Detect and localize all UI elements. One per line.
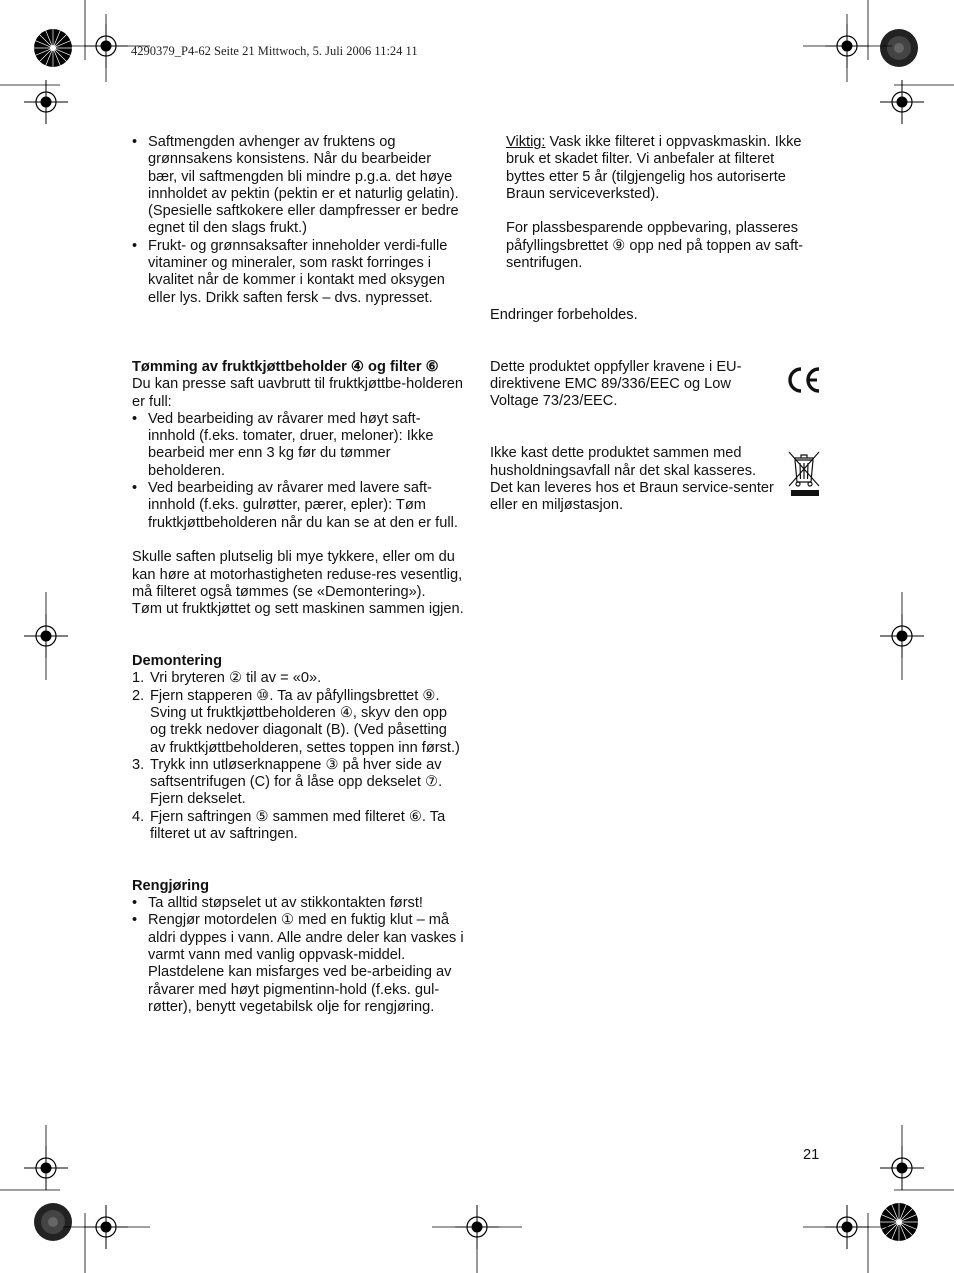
storage-note: For plassbesparende oppbevaring, plasseres påfyllingsbrettet ⑨ opp ned på toppen av saft-sentrifugen.: [506, 220, 804, 272]
list-item: • Ta alltid støpselet ut av stikkontakten først!: [132, 895, 464, 912]
emptying-bullet-list: [132, 411, 464, 532]
right-column: [490, 134, 808, 515]
cleaning-heading: Rengjøring: [132, 877, 210, 894]
crossed-bin-icon: [786, 448, 822, 498]
list-item: • Rengjør motordelen ① med en fuktig klut – må aldri dyppes i vann. Alle andre deler kan vaskes i varmt vann med vanlig oppvask-middel. Plastdelene kan misfarges ved be-arbeiding av råvarer med høyt pigmentinn-hold (f.eks. gul-røtter), benytt vegetabilsk olje for rengjøring.: [132, 912, 464, 1016]
emptying-paragraph: Skulle saften plutselig bli mye tykkere, eller om du kan høre at motorhastigheten reduse-res vesentlig, må filteret også tømmes (se «Demontering»).: [132, 549, 463, 600]
list-item: • Frukt- og grønnsaksafter inneholder verdi-fulle vitaminer og mineraler, som raskt forringes i kvalitet når de kommer i kontakt med oksygen eller lys. Drikk saften fersk – dvs. nypresset.: [132, 238, 464, 307]
disassembly-heading: Demontering: [132, 653, 222, 670]
list-item: • Ved bearbeiding av råvarer med høyt saft-innhold (f.eks. tomater, druer, meloner): Ikke bearbeid mer enn 3 kg før du tømmer beholderen.: [132, 411, 464, 480]
list-item: 3. Trykk inn utløserknappene ③ på hver side av saftsentrifugen (C) for å låse opp dekselet ⑦. Fjern dekselet.: [132, 756, 443, 808]
important-label: Viktig:: [506, 134, 546, 150]
emptying-heading: Tømming av fruktkjøttbeholder ④ og filter ⑥: [132, 358, 439, 375]
print-slug: 4290379_P4-62 Seite 21 Mittwoch, 5. Juli 2006 11:24 11: [131, 44, 418, 58]
disposal-text: Ikke kast dette produktet sammen med husholdningsavfall når det skal kasseres. Det kan leveres hos et Braun service-senter eller en miljøstasjon.: [490, 445, 774, 514]
list-item: • Saftmengden avhenger av fruktens og grønnsakens konsistens. Når du bearbeider bær, vil saftmengden bli mindre p.g.a. det høye innholdet av pektin (pektin er et naturlig gelatin). (Spesielle saftkokere eller dampfresser er bedre egnet til den slags frukt.): [132, 134, 464, 238]
list-item: 1. Vri bryteren ② til av = «0».: [132, 670, 322, 687]
emptying-intro: Du kan presse saft uavbrutt til fruktkjøttbe-holderen er full:: [132, 376, 463, 410]
page-number: 21: [803, 1147, 820, 1163]
cleaning-bullet-list: [132, 895, 464, 1016]
disassembly-steps: [132, 670, 464, 843]
intro-note: (Spesielle saftkokere eller dampfresser er bedre egnet til den slags frukt.): [148, 203, 459, 237]
list-item: 4. Fjern saftringen ⑤ sammen med filteret ⑥. Ta filteret ut av saftringen.: [132, 808, 446, 842]
changes-note: Endringer forbeholdes.: [490, 306, 638, 323]
emptying-paragraph: Tøm ut fruktkjøttet og sett maskinen sammen igjen.: [132, 601, 464, 618]
left-column: [132, 134, 464, 1016]
list-item: 2. Fjern stapperen ⑩. Ta av påfyllingsbrettet ⑨. Sving ut fruktkjøttbeholderen ④, skyv den opp og trekk nedover diagonalt (B). (Ved påsetting av fruktkjøttbeholderen, settes toppen inn først.): [132, 687, 460, 756]
list-item: • Ved bearbeiding av råvarer med lavere saft-innhold (f.eks. gulrøtter, pærer, epler): Tøm fruktkjøttbeholderen når du kan se at den er full.: [132, 480, 464, 532]
ce-compliance-text: Dette produktet oppfyller kravene i EU-direktivene EMC 89/336/EEC og Low Voltage 73/23/EEC.: [490, 358, 742, 410]
important-note: Viktig: Vask ikke filteret i oppvaskmaskin. Ikke bruk et skadet filter. Vi anbefaler at filteret byttes etter 5 år (tilgjengelig hos autoriserte Braun serviceverksted).: [506, 134, 802, 202]
intro-bullet-list: [132, 134, 464, 307]
ce-mark-icon: [786, 365, 822, 395]
